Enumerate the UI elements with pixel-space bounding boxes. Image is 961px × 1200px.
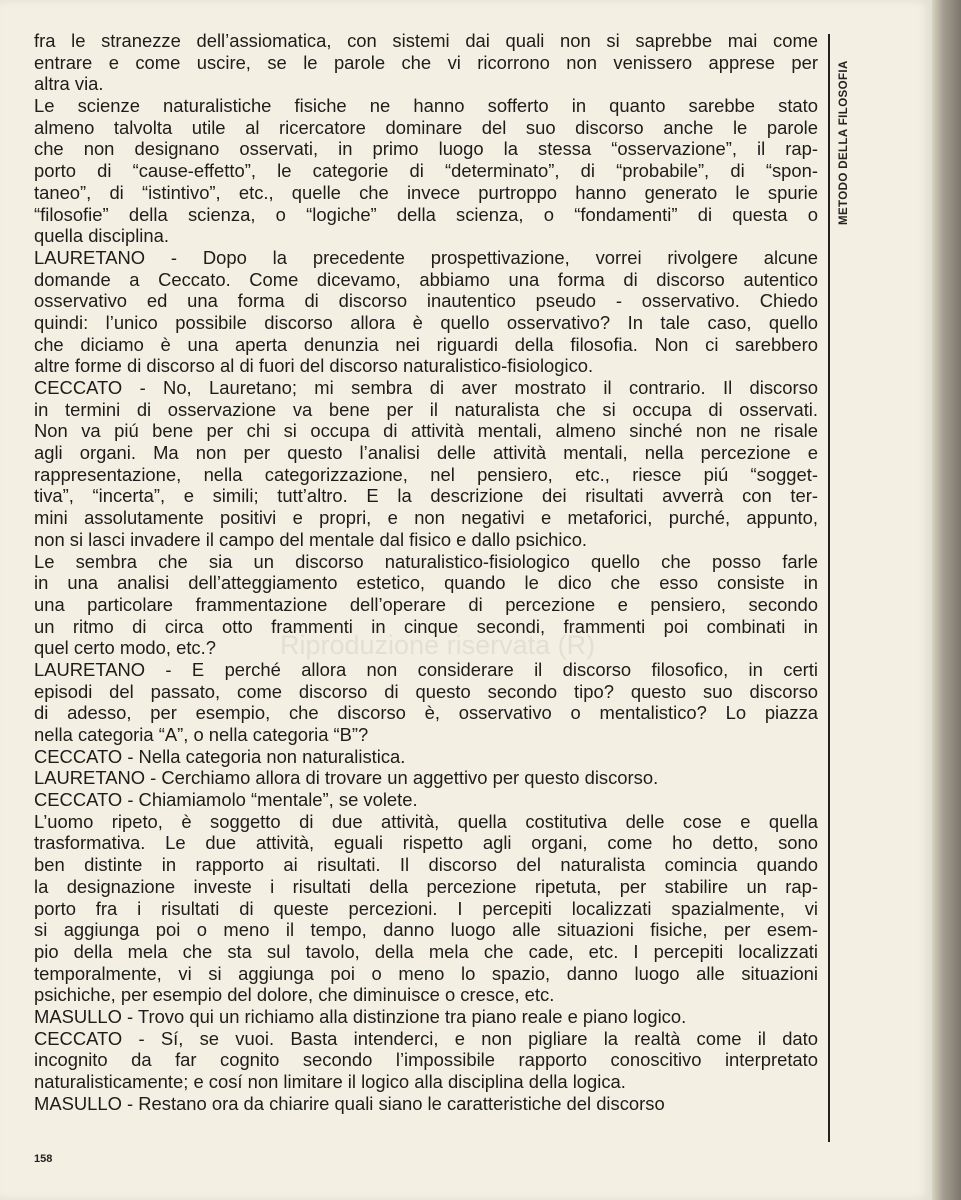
text-line: MASULLO - Trovo qui un richiamo alla distinzione tra piano reale e piano logico. [34,1005,687,1027]
text-line: non si lasci invadere il campo del mentale dal fisico e dallo psichico. [34,528,588,550]
text-line: ben distinte in rapporto ai risultati. Il discorso del naturalista comincia quando [34,854,818,876]
text-line: naturalisticamente; e cosí non limitare il logico alla disciplina della logica. [34,1071,626,1092]
text-line: nella categoria “A”, o nella categoria “B”? [34,724,369,745]
text-line: almeno talvolta utile al ricercatore dominare del suo discorso anche le parole [34,116,818,138]
text-line: domande a Ceccato. Come dicevamo, abbiamo una forma di discorso autentico [34,268,818,290]
running-side-title: METODO DELLA FILOSOFIA [838,60,850,225]
text-line: che diciamo è una aperta denunzia nei riguardi della filosofia. Non ci sarebbero [34,333,818,355]
text-line: CECCATO - No, Lauretano; mi sembra di aver mostrato il contrario. Il discorso [34,377,818,398]
text-line: Le sembra che sia un discorso naturalistico-fisiologico quello che posso farle [34,550,818,572]
text-line: mini assolutamente positivi e propri, e non negativi e metaforici, purché, appunto, [34,507,818,529]
text-line: agli organi. Ma non per questo l’analisi delle attività mentali, nella percezione e [34,442,818,464]
text-line: fra le stranezze dell’assiomatica, con sistemi dai quali non si saprebbe mai come [34,30,818,51]
text-line: di adesso, per esempio, che discorso è, osservativo o mentalistico? Lo piazza [34,702,818,724]
text-line: che non designano osservati, in primo luogo la stessa “osservazione”, il rap- [34,138,818,160]
page-text-column [34,30,818,1114]
text-line: rappresentazione, nella categorizzazione, nel pensiero, etc., riesce piú “sogget- [34,463,818,485]
text-line: psichiche, per esempio del dolore, che diminuisce o cresce, etc. [34,984,555,1006]
text-line: CECCATO - Nella categoria non naturalistica. [34,745,406,767]
page-number: 158 [34,1153,53,1165]
text-line: episodi del passato, come discorso di questo secondo tipo? questo suo discorso [34,680,818,702]
text-line: altra via. [34,73,104,95]
text-line: quel certo modo, etc.? [34,637,216,659]
text-line: LAURETANO - Cerchiamo allora di trovare un aggettivo per questo discorso. [34,767,659,789]
text-line: un ritmo di circa otto frammenti in cinque secondi, frammenti poi combinati in [34,615,818,637]
text-line: LAURETANO - Dopo la precedente prospettivazione, vorrei rivolgere alcune [34,246,818,268]
text-line: quindi: l’unico possibile discorso allora è quello osservativo? In tale caso, quello [34,311,818,333]
text-line: Non va piú bene per chi si occupa di attività mentali, almeno sinché non ne risale [34,420,818,442]
text-line: altre forme di discorso al di fuori del discorso naturalistico-fisiologico. [34,355,594,377]
text-line: incognito da far cognito secondo l’impossibile rapporto conoscitivo interpretato [34,1049,818,1071]
text-line: temporalmente, vi si aggiunga poi o meno lo spazio, danno luogo alle situazioni [34,962,818,984]
text-line: porto fra i risultati di queste percezioni. I percepiti localizzati spazialmente, vi [34,897,818,919]
watermark: Riproduzione riservata (R) [280,630,596,660]
text-line: in una analisi dell’atteggiamento estetico, quando le dico che esso consiste in [34,572,818,594]
text-line: si aggiunga poi o meno il tempo, danno luogo alle situazioni fisiche, per esem- [34,919,818,941]
book-spine-edge [932,0,961,1200]
text-line: trasformativa. Le due attività, eguali rispetto agli organi, come ho detto, sono [34,832,818,854]
text-line: osservativo ed una forma di discorso inautentico pseudo - osservativo. Chiedo [34,290,818,312]
text-line: entrare e come uscire, se le parole che vi ricorrono non venissero apprese per [34,51,818,73]
text-line: Le scienze naturalistiche fisiche ne hanno sofferto in quanto sarebbe stato [34,95,818,117]
text-line: L’uomo ripeto, è soggetto di due attività, quella costitutiva delle cose e quella [34,810,818,832]
text-line: quella disciplina. [34,225,169,247]
vertical-rule [828,34,830,1142]
text-line: LAURETANO - E perché allora non considerare il discorso filosofico, in certi [34,658,818,680]
text-line: pio della mela che sta sul tavolo, della mela che cade, etc. I percepiti localizzati [34,940,818,962]
text-line: taneo”, di “istintivo”, etc., quelle che invece purtroppo hanno generato le spurie [34,181,818,203]
text-line: porto di “cause-effetto”, le categorie di “determinato”, di “probabile”, di “spon- [34,160,818,182]
text-line: “filosofie” della scienza, o “logiche” della scienza, o “fondamenti” di questa o [34,203,818,225]
text-line: CECCATO - Chiamiamolo “mentale”, se volete. [34,789,418,811]
text-line: tiva”, “incerta”, e simili; tutt’altro. E la descrizione dei risultati avverrà con ter- [34,485,818,507]
text-line: in termini di osservazione va bene per il naturalista che si occupa di osservati. [34,398,818,420]
text-line: la designazione investe i risultati della percezione ripetuta, per stabilire un rap- [34,875,818,897]
text-line: CECCATO - Sí, se vuoi. Basta intenderci, e non pigliare la realtà come il dato [34,1027,818,1049]
text-line: MASULLO - Restano ora da chiarire quali siano le caratteristiche del discorso [34,1092,665,1114]
text-line: una particolare frammentazione dell’operare di percezione e pensiero, secondo [34,593,818,615]
